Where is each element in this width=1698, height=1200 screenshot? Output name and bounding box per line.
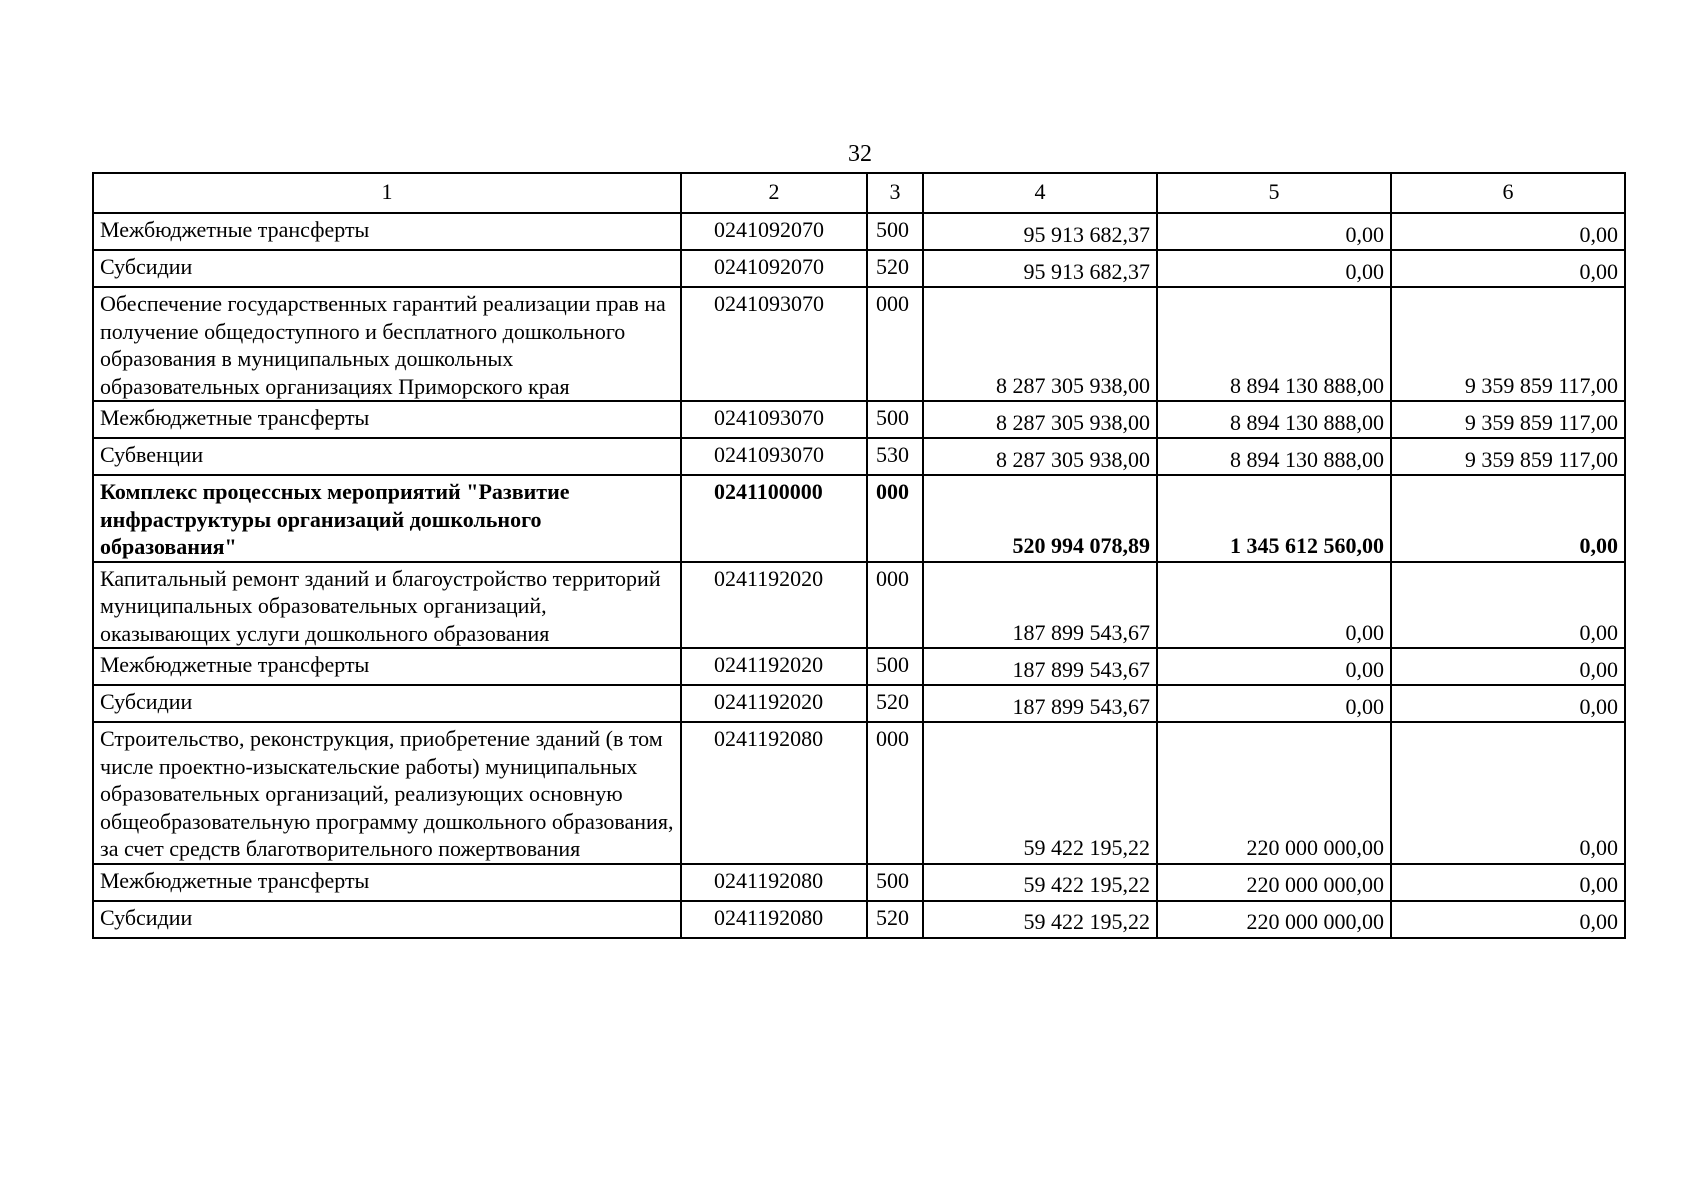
row-value-col5-cell: 220 000 000,00 (1157, 722, 1391, 864)
row-value-col6-cell: 0,00 (1391, 685, 1625, 722)
page-number: 32 (848, 141, 872, 167)
row-name-cell: Капитальный ремонт зданий и благоустройство территорий муниципальных образовательных организаций, оказывающих услуги дошкольного образования (93, 562, 681, 649)
row-value-col6-cell: 9 359 859 117,00 (1391, 438, 1625, 475)
row-code-cell: 0241192020 (681, 648, 867, 685)
row-name-cell: Субсидии (93, 685, 681, 722)
row-code-cell: 0241093070 (681, 287, 867, 401)
table-row (93, 287, 1625, 401)
row-code-cell: 0241092070 (681, 250, 867, 287)
header-cell-4: 4 (923, 173, 1157, 213)
row-name-cell: Субсидии (93, 250, 681, 287)
row-kind-cell: 500 (867, 864, 923, 901)
table-row (93, 901, 1625, 938)
row-value-col5-cell: 0,00 (1157, 648, 1391, 685)
table-row (93, 648, 1625, 685)
row-value-col5-cell: 1 345 612 560,00 (1157, 475, 1391, 562)
row-value-col4-cell: 187 899 543,67 (923, 562, 1157, 649)
table-row (93, 250, 1625, 287)
row-value-col6-cell: 0,00 (1391, 475, 1625, 562)
row-name-cell: Межбюджетные трансферты (93, 648, 681, 685)
row-name-cell: Обеспечение государственных гарантий реализации прав на получение общедоступного и бесплатного дошкольного образования в муниципальных дошкольных образовательных организациях Приморского края (93, 287, 681, 401)
row-code-cell: 0241192020 (681, 685, 867, 722)
table-row (93, 685, 1625, 722)
row-value-col5-cell: 0,00 (1157, 250, 1391, 287)
row-value-col4-cell: 95 913 682,37 (923, 213, 1157, 250)
table-row (93, 475, 1625, 562)
header-cell-5: 5 (1157, 173, 1391, 213)
row-kind-cell: 000 (867, 287, 923, 401)
row-name-cell: Строительство, реконструкция, приобретение зданий (в том числе проектно-изыскательские работы) муниципальных образовательных организаций, реализующих основную общеобразовательную программу дошкольного образования, за счет средств благотворительного пожертвования (93, 722, 681, 864)
row-name-cell: Комплекс процессных мероприятий "Развитие инфраструктуры организаций дошкольного образования" (93, 475, 681, 562)
row-value-col5-cell: 8 894 130 888,00 (1157, 438, 1391, 475)
row-value-col5-cell: 220 000 000,00 (1157, 864, 1391, 901)
row-value-col5-cell: 8 894 130 888,00 (1157, 287, 1391, 401)
row-value-col4-cell: 95 913 682,37 (923, 250, 1157, 287)
row-value-col6-cell: 0,00 (1391, 648, 1625, 685)
row-code-cell: 0241192080 (681, 864, 867, 901)
header-cell-2: 2 (681, 173, 867, 213)
row-value-col4-cell: 59 422 195,22 (923, 864, 1157, 901)
row-value-col4-cell: 187 899 543,67 (923, 685, 1157, 722)
row-code-cell: 0241192080 (681, 901, 867, 938)
table-row (93, 213, 1625, 250)
row-code-cell: 0241093070 (681, 401, 867, 438)
row-name-cell: Субсидии (93, 901, 681, 938)
row-value-col6-cell: 9 359 859 117,00 (1391, 401, 1625, 438)
row-value-col6-cell: 9 359 859 117,00 (1391, 287, 1625, 401)
row-value-col5-cell: 0,00 (1157, 562, 1391, 649)
row-kind-cell: 500 (867, 648, 923, 685)
table-header-row (93, 173, 1625, 213)
table-row (93, 864, 1625, 901)
row-value-col5-cell: 8 894 130 888,00 (1157, 401, 1391, 438)
row-value-col6-cell: 0,00 (1391, 864, 1625, 901)
table-row (93, 401, 1625, 438)
row-value-col6-cell: 0,00 (1391, 901, 1625, 938)
row-name-cell: Межбюджетные трансферты (93, 213, 681, 250)
row-value-col6-cell: 0,00 (1391, 722, 1625, 864)
row-name-cell: Субвенции (93, 438, 681, 475)
table-body (93, 173, 1625, 938)
row-value-col6-cell: 0,00 (1391, 250, 1625, 287)
row-code-cell: 0241192080 (681, 722, 867, 864)
row-kind-cell: 520 (867, 250, 923, 287)
table-row (93, 722, 1625, 864)
table-row (93, 438, 1625, 475)
row-value-col4-cell: 8 287 305 938,00 (923, 438, 1157, 475)
row-value-col4-cell: 8 287 305 938,00 (923, 287, 1157, 401)
row-value-col6-cell: 0,00 (1391, 562, 1625, 649)
budget-table (92, 172, 1626, 939)
row-value-col4-cell: 187 899 543,67 (923, 648, 1157, 685)
row-code-cell: 0241092070 (681, 213, 867, 250)
row-value-col4-cell: 520 994 078,89 (923, 475, 1157, 562)
row-code-cell: 0241192020 (681, 562, 867, 649)
row-value-col5-cell: 0,00 (1157, 213, 1391, 250)
row-name-cell: Межбюджетные трансферты (93, 401, 681, 438)
row-code-cell: 0241100000 (681, 475, 867, 562)
row-value-col4-cell: 8 287 305 938,00 (923, 401, 1157, 438)
row-kind-cell: 500 (867, 401, 923, 438)
row-kind-cell: 520 (867, 685, 923, 722)
header-cell-1: 1 (93, 173, 681, 213)
row-value-col4-cell: 59 422 195,22 (923, 901, 1157, 938)
header-cell-3: 3 (867, 173, 923, 213)
row-code-cell: 0241093070 (681, 438, 867, 475)
row-name-cell: Межбюджетные трансферты (93, 864, 681, 901)
row-kind-cell: 520 (867, 901, 923, 938)
row-value-col6-cell: 0,00 (1391, 213, 1625, 250)
row-kind-cell: 000 (867, 475, 923, 562)
table-row (93, 562, 1625, 649)
row-kind-cell: 530 (867, 438, 923, 475)
row-value-col4-cell: 59 422 195,22 (923, 722, 1157, 864)
header-cell-6: 6 (1391, 173, 1625, 213)
row-kind-cell: 000 (867, 722, 923, 864)
row-kind-cell: 000 (867, 562, 923, 649)
row-value-col5-cell: 220 000 000,00 (1157, 901, 1391, 938)
row-kind-cell: 500 (867, 213, 923, 250)
row-value-col5-cell: 0,00 (1157, 685, 1391, 722)
